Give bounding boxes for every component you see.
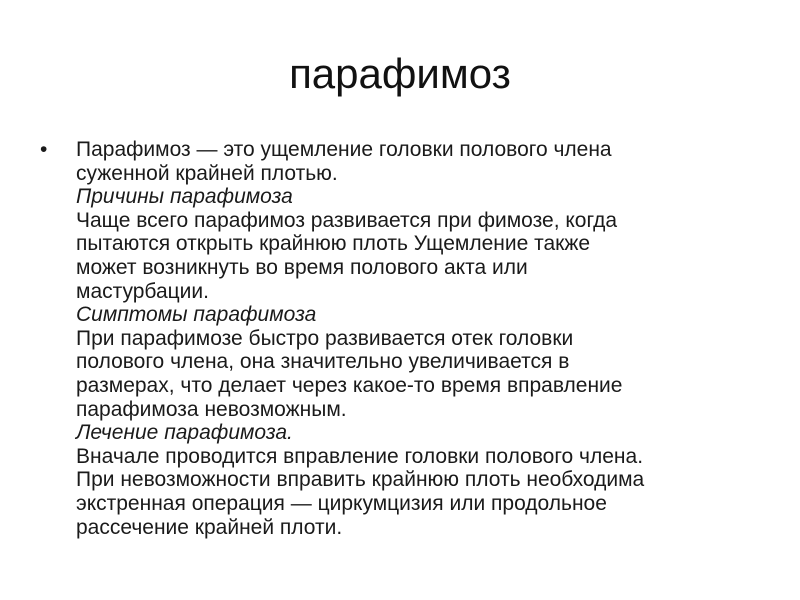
text-line: парафимоза невозможным. <box>76 397 347 421</box>
bullet-text <box>76 138 760 539</box>
text-line: полового члена, она значительно увеличивается в <box>76 350 570 374</box>
slide-title: парафимоз <box>289 50 511 97</box>
section-heading-symptoms: Симптомы парафимоза <box>76 303 317 327</box>
text-line: Чаще всего парафимоз развивается при фимозе, когда <box>76 208 618 232</box>
text-line: мастурбации. <box>76 279 209 303</box>
section-heading-treatment: Лечение парафимоза. <box>76 421 293 445</box>
text-line: рассечение крайней плоти. <box>76 515 343 539</box>
text-line: пытаются открыть крайнюю плоть Ущемление также <box>76 232 591 256</box>
text-line: При невозможности вправить крайнюю плоть необходима <box>76 468 645 492</box>
text-line: суженной крайней плотью. <box>76 161 338 185</box>
text-line: При парафимозе быстро развивается отек головки <box>76 326 574 350</box>
text-line: может возникнуть во время полового акта или <box>76 255 528 279</box>
text-line: размерах, что делает через какое-то время вправление <box>76 373 623 397</box>
text-line: Парафимоз — это ущемление головки полового члена <box>76 138 612 161</box>
bullet-marker: • <box>40 138 48 161</box>
text-line: экстренная операция — циркумцизия или продольное <box>76 491 607 515</box>
section-heading-causes: Причины парафимоза <box>76 185 293 209</box>
slide-body <box>40 138 760 539</box>
text-line: Вначале проводится вправление головки полового члена. <box>76 444 644 468</box>
